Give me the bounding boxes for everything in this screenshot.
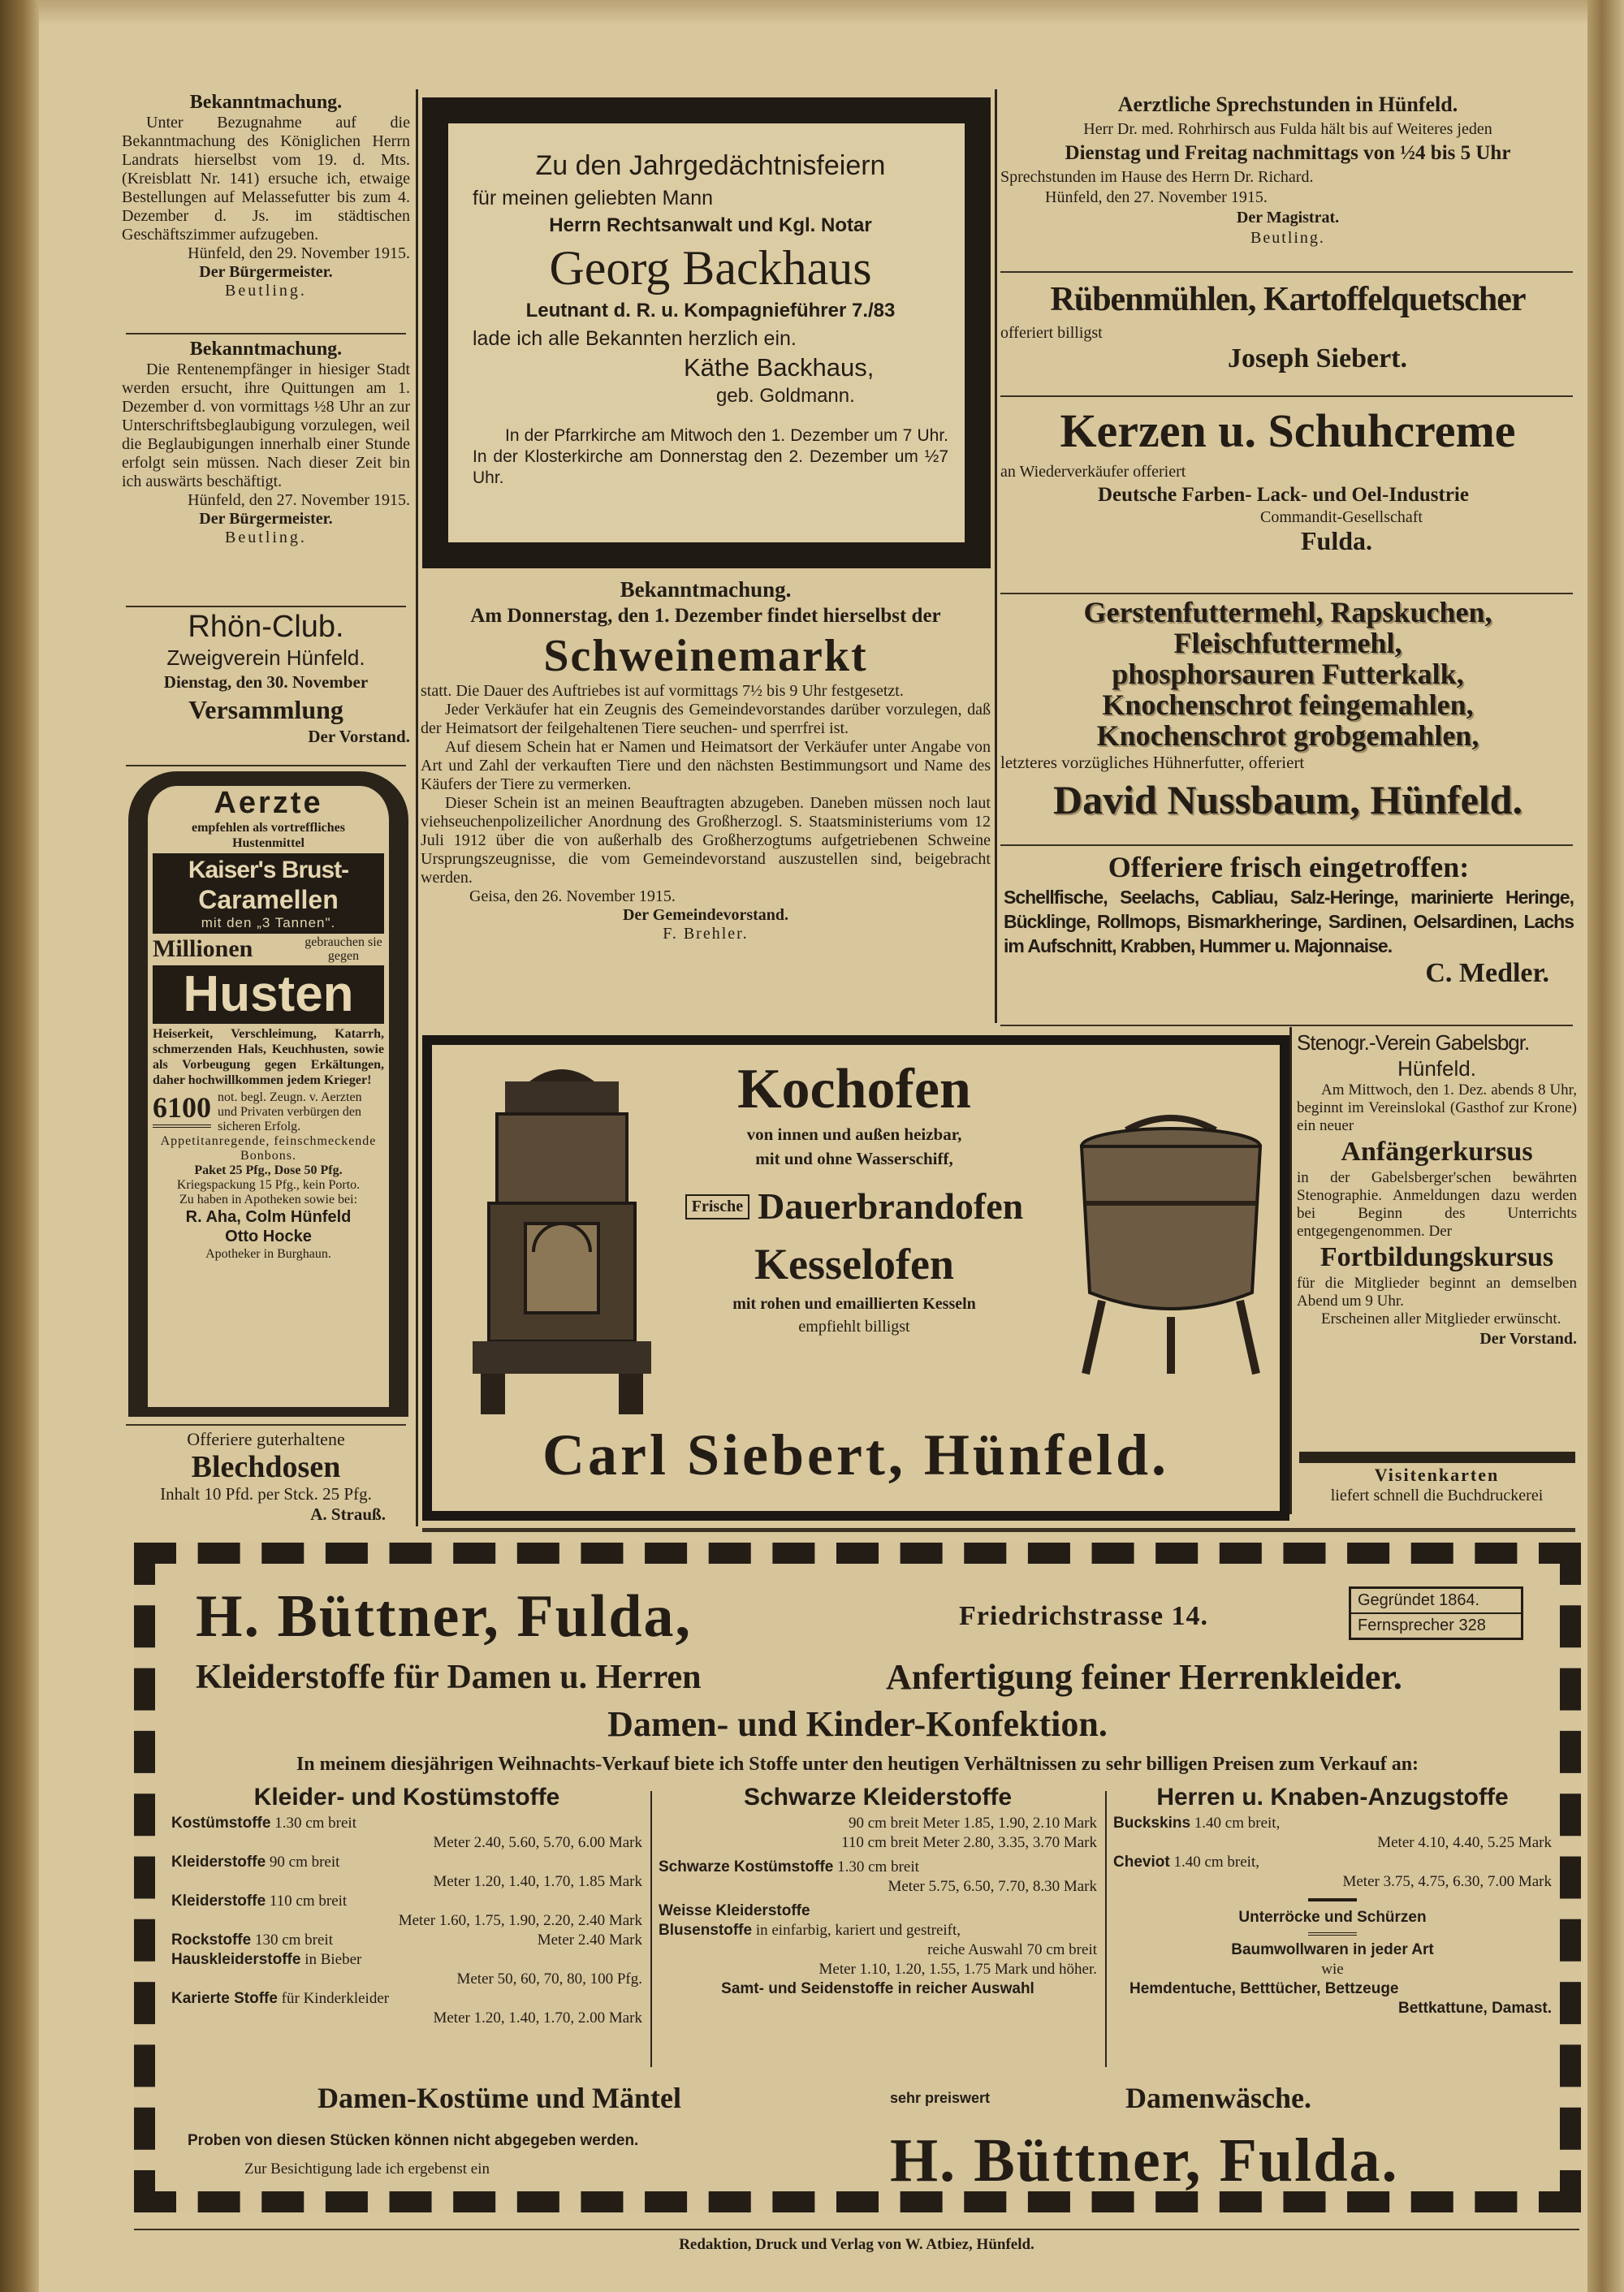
ad-offer: an Wiederverkäufer offeriert (1000, 463, 1186, 481)
testimonial-count: 6100 (153, 1090, 211, 1128)
fabric-label: Buckskins (1113, 1815, 1191, 1832)
ad-sub: empfehlen als vortreffliches (192, 821, 345, 835)
ad-title: Kerzen u. Schuhcreme (1060, 404, 1516, 457)
notice-paragraph: in der Gabelsberger'schen bewährten Stenographie. Anmeldungen dazu werden bei Beginn des Unterrichts entgegengenommen. Der (1297, 1169, 1577, 1240)
column-title: Kleider- und Kostümstoffe (253, 1784, 560, 1811)
memorial-notice (422, 97, 991, 568)
notice-title: Aerztliche Sprechstunden in Hünfeld. (1117, 93, 1458, 116)
fabric-price: Meter 1.20, 1.40, 1.70, 1.85 Mark (433, 1873, 642, 1890)
divider (1000, 1025, 1573, 1026)
bottom-line: sehr preiswert (890, 2090, 991, 2106)
widow-maiden: geb. Goldmann. (716, 385, 855, 407)
memorial-l3: Herrn Rechtsanwalt und Kgl. Notar (549, 214, 872, 236)
divider (1000, 271, 1573, 273)
divider (126, 606, 406, 607)
ad-signature: A. Strauß. (310, 1504, 386, 1524)
stove-seller: Carl Siebert, Hünfeld. (542, 1422, 1169, 1487)
notice-title: Bekanntmachung. (620, 577, 792, 602)
meeting-signature: Der Vorstand. (308, 727, 410, 746)
millions-text: gebrauchen sie gegen (304, 935, 382, 963)
brand-tagline: mit den „3 Tannen". (201, 915, 336, 930)
column-rule (650, 1791, 652, 2067)
ad-city: Fulda. (1301, 526, 1373, 555)
fish-ad (1004, 849, 1574, 989)
tin-cans-ad (122, 1429, 410, 1525)
shop-signature: H. Büttner, Fulda. (890, 2126, 1399, 2195)
fabric-label: Schwarze Kostümstoffe (659, 1858, 834, 1875)
fabric-price: Meter 1.10, 1.20, 1.55, 1.75 Mark und höher. (818, 1961, 1097, 1978)
notice-line: Herr Dr. med. Rohrhirsch aus Fulda hält bis auf Weiteres jeden (1083, 120, 1492, 138)
tagline: Anfertigung feiner Herrenkleider. (886, 1657, 1402, 1697)
memorial-invite: lade ich alle Bekannten herzlich ein. (473, 327, 797, 350)
fabric-desc: 1.30 cm breit (274, 1815, 356, 1832)
doctor-hours-notice (1000, 91, 1575, 248)
pig-market-notice (421, 576, 991, 943)
notice-paragraph: Jeder Verkäufer hat ein Zeugnis des Gemeindevorstandes darüber vorzulegen, daß der Heimatsort der feilgehaltenen Tiere seuchen- und sperrfrei ist. (421, 701, 991, 737)
imprint: Redaktion, Druck und Verlag von W. Atbiez, Hünfeld. (679, 2236, 1034, 2253)
notice-office: Der Magistrat. (1236, 209, 1340, 227)
notice-signature: Beutling. (1250, 229, 1325, 247)
stove-ad (422, 1035, 1289, 1521)
ad-body: Schellfische, Seelachs, Cabliau, Salz-Heringe, marinierte Heringe, Bücklinge, Rollmops, Bismarkheringe, Sardinen, Oelsardinen, Lachs im Aufschnitt, Krabben, Hummer u. Majonnaise. (1004, 887, 1574, 956)
stove-illustration-icon (456, 1065, 667, 1422)
divider-bar (1299, 1452, 1575, 1463)
divider (134, 2229, 1579, 2230)
fabric-desc: 130 cm breit (254, 1932, 333, 1949)
notice-office: Der Bürgermeister. (199, 263, 333, 281)
ad-seller: C. Medler. (1425, 958, 1549, 988)
fabric-price: Meter 1.20, 1.40, 1.70, 2.00 Mark (433, 2009, 642, 2027)
fabric-desc: 1.40 cm breit, (1173, 1854, 1259, 1871)
notice-lead: Am Donnerstag, den 1. Dezember findet hierselbst der (470, 605, 941, 627)
service-times: In der Pfarrkirche am Mitwoch den 1. Dezember um 7 Uhr. In der Klosterkirche am Donnerstag den 2. Dezember um ½7 Uhr. (473, 426, 948, 487)
seller: R. Aha, Colm Hünfeld (185, 1208, 352, 1226)
divider (1000, 593, 1573, 594)
ad-offer: offeriert billigst (1000, 324, 1103, 342)
where-text: Zu haben in Apotheken sowie bei: (179, 1193, 358, 1206)
club-name: Rhön-Club. (188, 610, 344, 644)
fabric-desc: 1.40 cm breit, (1194, 1815, 1281, 1832)
rhoen-club-notice (122, 609, 410, 747)
notice-hours: Dienstag und Freitag nachmittags von ½4 bis 5 Uhr (1065, 142, 1511, 164)
seller: Otto Hocke (225, 1228, 312, 1245)
goods-line: Bettkattune, Damast. (1398, 2000, 1552, 2017)
column-title: Herren u. Knaben-Anzugstoffe (1156, 1784, 1509, 1811)
notice-pensions (122, 338, 410, 547)
course-title: Fortbildungskursus (1320, 1242, 1554, 1272)
notice-paragraph: Erscheinen aller Mitglieder erwünscht. (1321, 1310, 1561, 1327)
deceased-rank: Leutnant d. R. u. Kompagnieführer 7./83 (525, 300, 896, 322)
notice-paragraph: statt. Die Dauer des Auftriebes ist auf vormittags 7½ bis 9 Uhr festgesetzt. (421, 682, 904, 700)
tagline: Damen- und Kinder-Konfektion. (607, 1704, 1108, 1744)
bottom-line: Damen-Kostüme und Mäntel (317, 2082, 681, 2114)
fabric-price: Meter 50, 60, 70, 80, 100 Pfg. (456, 1970, 642, 1988)
page-binding (0, 0, 39, 2292)
fabric-label: Blusenstoffe (659, 1922, 753, 1939)
business-cards-ad (1297, 1465, 1577, 1505)
tagline: Kleiderstoffe für Damen u. Herren (196, 1659, 702, 1696)
paper-top-edge (39, 0, 1587, 24)
stove-line: von innen und außen heizbar, (746, 1124, 962, 1144)
ladies-fabrics-column (171, 1781, 642, 2028)
samples-note: Proben von diesen Stücken können nicht abgegeben werden. (188, 2132, 639, 2149)
fabric-label: Kostümstoffe (171, 1815, 271, 1832)
stove-line: empfiehlt billigst (798, 1318, 910, 1336)
widow-name: Käthe Backhaus, (684, 353, 875, 382)
notice-date: Geisa, den 26. November 1915. (469, 887, 676, 905)
intro: In meinem diesjährigen Weihnachts-Verkauf biete ich Stoffe unter den heutigen Verhältnissen zu sehr billigen Preisen zum Verkauf an: (296, 1754, 1419, 1775)
notice-date: Hünfeld, den 27. November 1915. (188, 491, 410, 509)
fabric-desc: in Bieber (304, 1951, 362, 1968)
bottom-line: Damenwäsche. (1125, 2082, 1311, 2114)
buettner-ad (134, 1543, 1581, 2212)
club-branch: Zweigverein Hünfeld. (166, 645, 365, 670)
stove-type: Dauerbrandofen (758, 1185, 1024, 1227)
column-rule (995, 89, 997, 1023)
fabric-price: 110 cm breit Meter 2.80, 3.35, 3.70 Mark (841, 1834, 1097, 1851)
notice-headline: Schweinemarkt (543, 631, 868, 681)
feed-note: letzteres vorzügliches Hühnerfutter, offeriert (1000, 753, 1305, 772)
fabric-label: Weisse Kleiderstoffe (659, 1902, 810, 1919)
notice-line: Sprechstunden im Hause des Herrn Dr. Richard. (1000, 168, 1314, 186)
meeting-title: Versammlung (188, 695, 343, 724)
notice-paragraph: Dieser Schein ist an meinen Beauftragten abzugeben. Daneben müssen noch laut viehseuchenpolizeilicher Anordnung des Großherzogl. S. Staatsministeriums vom 12 Juli 1912 über die von außerhalb des Großherzogtums aufgetriebenen Schweine Ursprungszeugnisse, die vom Gemeindevorstand auszustellen sind, beigebracht werden. (421, 794, 991, 887)
fabric-desc: 90 cm breit (269, 1854, 340, 1871)
stove-title: Kochofen (737, 1058, 971, 1120)
founded: Gegründet 1864. (1351, 1589, 1521, 1614)
shop-street: Friedrichstrasse 14. (959, 1601, 1209, 1631)
course-title: Anfängerkursus (1341, 1137, 1533, 1167)
kettle-stove-illustration-icon (1061, 1106, 1281, 1398)
ad-company: Deutsche Farben- Lack- und Oel-Industrie (1098, 484, 1469, 506)
notice-signature: F. Brehler. (663, 925, 749, 943)
divider (126, 333, 406, 335)
ad-title: Blechdosen (191, 1450, 341, 1484)
ad-subtitle: liefert schnell die Buchdruckerei (1330, 1487, 1544, 1504)
divider (1000, 395, 1573, 397)
column-rule (1105, 1791, 1107, 2067)
notice-melasse (122, 91, 410, 300)
fabric-price: Meter 5.75, 6.50, 7.70, 8.30 Mark (888, 1878, 1097, 1895)
fabric-desc: 110 cm breit (269, 1893, 348, 1910)
notice-office: Der Gemeindevorstand. (622, 906, 789, 924)
fabric-price: Meter 2.40, 5.60, 5.70, 6.00 Mark (433, 1834, 642, 1851)
notice-body: Die Rentenempfänger in hiesiger Stadt werden ersucht, ihre Quittungen am 1. Dezember d. von vormittags ½8 Uhr an zur Unterschriftsbeglaubigung vorzulegen, weil die Beglaubigungen innerhalb einer Stunde erfolgt sein müssen. Nach dieser Zeit bin ich auswärts beschäftigt. (122, 360, 410, 490)
notice-office: Der Bürgermeister. (199, 510, 333, 528)
divider (126, 1424, 406, 1426)
shop-name: H. Büttner, Fulda, (196, 1583, 692, 1650)
fabric-price: 90 cm breit Meter 1.85, 1.90, 2.10 Mark (848, 1815, 1097, 1832)
divider (1308, 1898, 1357, 1901)
next-page-edge (1587, 0, 1624, 2292)
goods-line: Unterröcke und Schürzen (1238, 1909, 1427, 1926)
appetite-text: Appetitanregende, feinschmeckende Bonbons. (160, 1134, 377, 1163)
fabric-desc: in einfarbig, kariert und gestreift, (755, 1922, 961, 1939)
seller: Apotheker in Burghaun. (205, 1247, 331, 1261)
steno-club-notice (1297, 1029, 1577, 1349)
feed-seller: David Nussbaum, Hünfeld. (1053, 777, 1522, 822)
cough-banner: Husten (153, 965, 384, 1024)
column-rule (1289, 1027, 1292, 1514)
fabric-desc: 1.30 cm breit (837, 1858, 919, 1875)
candles-ad (1000, 400, 1575, 555)
ad-body: Inhalt 10 Pfd. per Stck. 25 Pfg. (160, 1484, 372, 1504)
ad-sub: Hustenmittel (232, 836, 304, 850)
fresh-label: Frische (685, 1194, 749, 1219)
mens-fabrics-column (1113, 1781, 1552, 2018)
notice-title: Bekanntmachung. (189, 92, 343, 113)
feed-item: Knochenschrot grobgemahlen, (1096, 719, 1479, 752)
invite-note: Zur Besichtigung lade ich ergebenst ein (244, 2160, 490, 2178)
goods-line: wie (1321, 1961, 1344, 1978)
kaiser-caramels-ad (128, 771, 408, 1417)
meeting-date: Dienstag, den 30. November (163, 672, 369, 692)
fabric-label: Rockstoffe (171, 1932, 252, 1949)
memorial-l2: für meinen geliebten Mann (473, 187, 714, 209)
notice-paragraph: Am Mittwoch, den 1. Dez. abends 8 Uhr, beginnt im Vereinslokal (Gasthof zur Krone) ein neuer (1297, 1081, 1577, 1134)
notice-signature: Der Vorstand. (1479, 1330, 1577, 1348)
ad-seller: Joseph Siebert. (1228, 343, 1407, 373)
goods-line: Hemdentuche, Betttücher, Bettzeuge (1129, 1980, 1399, 1997)
ad-head: Aerzte (214, 786, 323, 820)
notice-date: Hünfeld, den 29. November 1915. (188, 244, 410, 262)
ad-company-form: Commandit-Gesellschaft (1260, 508, 1423, 526)
phone: Fernsprecher 328 (1358, 1616, 1486, 1634)
fabric-desc: reiche Auswahl 70 cm breit (927, 1941, 1097, 1958)
millions: Millionen (153, 935, 253, 962)
notice-date: Hünfeld, den 27. November 1915. (1045, 188, 1268, 206)
brand-name: Caramellen (198, 885, 339, 914)
mills-ad (1000, 276, 1575, 375)
notice-paragraph: Auf diesem Schein hat er Namen und Heimatsort der Verkäufer unter Angabe von Art und Zahl der verkauften Tiere und den nächsten Bestimmungsort und Name des Käufers der Tiere zu vermerken. (421, 738, 991, 793)
fabric-label: Hauskleiderstoffe (171, 1951, 301, 1968)
fabric-price: Meter 2.40 Mark (537, 1932, 642, 1949)
stove-line: mit rohen und emaillierten Kesseln (732, 1295, 976, 1313)
ad-intro: Offeriere guterhaltene (187, 1429, 345, 1449)
memorial-l1: Zu den Jahrgedächtnisfeiern (535, 150, 886, 181)
fabric-price: Meter 4.10, 4.40, 5.25 Mark (1377, 1834, 1552, 1851)
stove-line: mit und ohne Wasserschiff, (755, 1149, 953, 1168)
fabric-desc: für Kinderkleider (281, 1990, 390, 2007)
feed-item: Knochenschrot feingemahlen, (1102, 688, 1474, 721)
fabric-label: Kleiderstoffe (171, 1893, 266, 1910)
fabric-label: Cheviot (1113, 1854, 1170, 1871)
war-pack-text: Kriegspackung 15 Pfg., kein Porto. (176, 1178, 361, 1192)
silk-line: Samt- und Seidenstoffe in reicher Auswahl (721, 1980, 1034, 1997)
feed-item: phosphorsauren Futterkalk, (1112, 658, 1464, 690)
brand-block (153, 853, 384, 934)
notice-title: Bekanntmachung. (189, 339, 343, 360)
feed-ad (1000, 597, 1575, 826)
fabric-label: Kleiderstoffe (171, 1854, 266, 1871)
stove-type: Kesselofen (754, 1240, 954, 1288)
black-fabrics-column (659, 1781, 1097, 1999)
deceased-name: Georg Backhaus (549, 241, 872, 295)
notice-signature: Beutling. (225, 282, 307, 300)
notice-body: Unter Bezugnahme auf die Bekanntmachung des Königlichen Herrn Landrats hierselbst vom 19. d. Mts. (Kreisblatt Nr. 141) ersuche ich, etwaige Bestellungen auf Melassefutter bis zum 4. Dezember d. Js. im städtischen Geschäftszimmer aufzugeben. (122, 114, 410, 244)
divider (422, 1528, 1575, 1532)
goods-line: Baumwollwaren in jeder Art (1231, 1941, 1434, 1958)
symptoms: Heiserkeit, Verschleimung, Katarrh, schmerzenden Hals, Keuchhusten, sowie als Vorbeugung gegen Erkältungen, daher hochwillkommen jedem Krieger! (153, 1027, 384, 1087)
price-text: Paket 25 Pfg., Dose 50 Pfg. (194, 1163, 343, 1177)
feed-item: Gerstenfuttermehl, Rapskuchen, (1083, 596, 1492, 628)
testimonial-text: not. begl. Zeugn. v. Aerzten und Privaten verbürgen den sicheren Erfolg. (218, 1090, 362, 1133)
fabric-price: Meter 3.75, 4.75, 6.30, 7.00 Mark (1342, 1873, 1552, 1890)
fabric-price: Meter 1.60, 1.75, 1.90, 2.20, 2.40 Mark (398, 1912, 642, 1929)
divider (126, 765, 406, 766)
brand-name: Kaiser's Brust- (188, 857, 349, 883)
ad-title: Rübenmühlen, Kartoffelquetscher (1050, 281, 1526, 318)
fabric-label: Karierte Stoffe (171, 1990, 278, 2007)
notice-paragraph: für die Mitglieder beginnt an demselben Abend um 9 Uhr. (1297, 1275, 1577, 1310)
column-title: Schwarze Kleiderstoffe (743, 1784, 1013, 1811)
column-rule (416, 89, 418, 1526)
divider (1000, 844, 1573, 846)
feed-item: Fleischfuttermehl, (1173, 627, 1402, 659)
ad-title: Visitenkarten (1374, 1465, 1500, 1485)
divider (1308, 1932, 1357, 1936)
club-name: Stenogr.-Verein Gabelsbgr. (1297, 1030, 1530, 1055)
ad-title: Offeriere frisch eingetroffen: (1108, 851, 1470, 883)
club-city: Hünfeld. (1397, 1056, 1476, 1081)
shop-info-box (1349, 1586, 1523, 1640)
notice-signature: Beutling. (225, 529, 307, 546)
